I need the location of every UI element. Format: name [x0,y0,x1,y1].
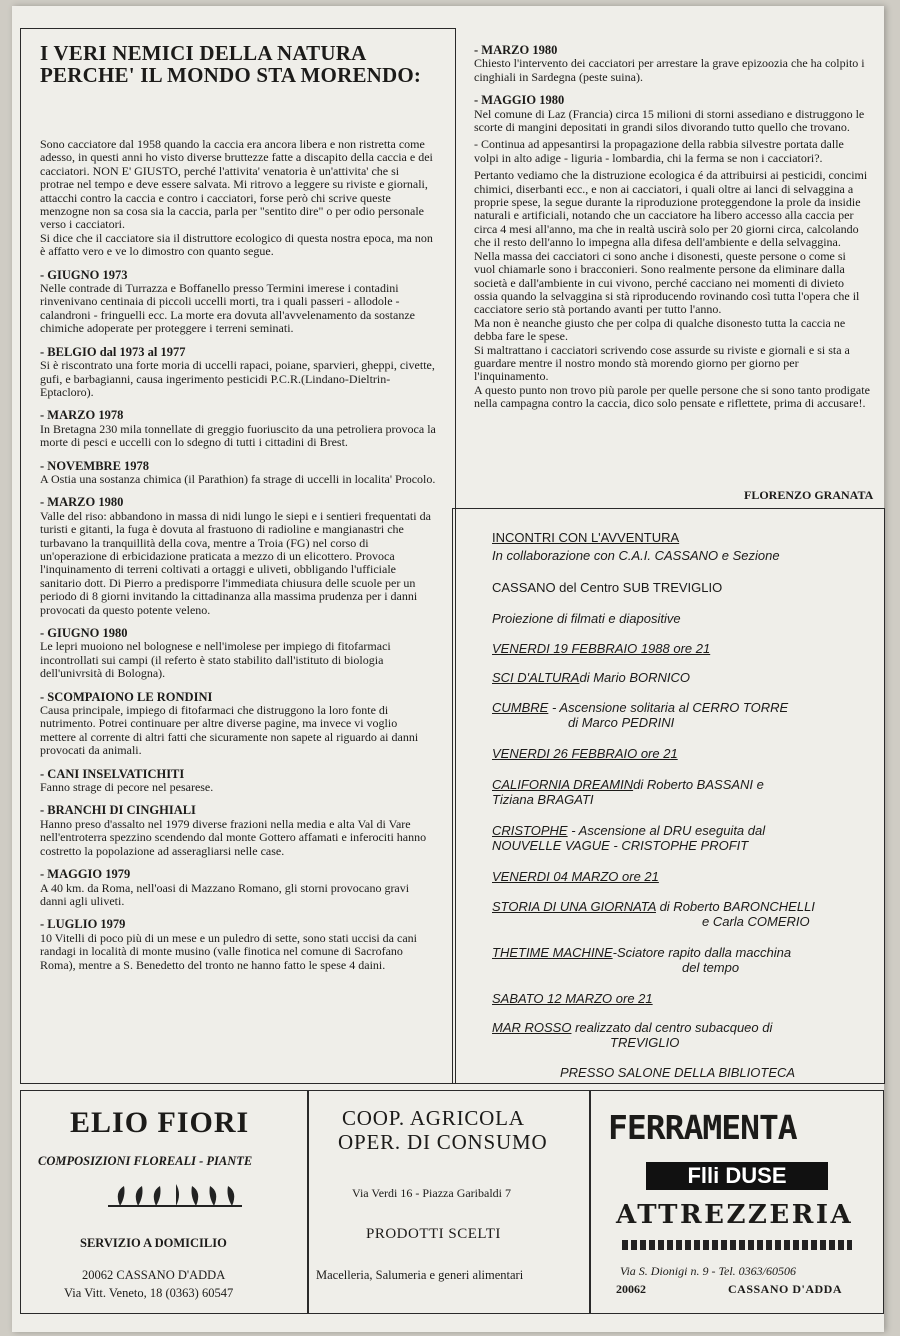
events-venue: PRESSO SALONE DELLA BIBLIOTECA [560,1065,796,1080]
ad-coop-goods: Macelleria, Salumeria e generi alimentari [316,1268,524,1282]
section-text: Nel comune di Laz (Francia) circa 15 milioni di storni assediano e distruggono le scorte di mangini depositati in grandi silos divorando tutto quello che trovano. [474,106,865,135]
ad-elio-address: Via Vitt. Veneto, 18 (0363) 60547 [64,1286,234,1300]
event-film: MAR ROSSO realizzato dal centro subacqueo di TREVIGLIO [492,1020,773,1050]
article-section [40,868,436,908]
section-heading: - BELGIO dal 1973 al 1977 [40,344,186,359]
events-line: Proiezione di filmati e diapositive [492,611,681,626]
ad-elio-name: ELIO FIORI [70,1106,250,1139]
article-section [40,768,436,795]
headline-line-2: PERCHE' IL MONDO STA MORENDO: [40,63,422,87]
left-sections [40,269,436,972]
section-heading: - MARZO 1978 [40,408,124,423]
event-date: VENERDI 04 MARZO ore 21 [492,869,659,884]
conclusion-paragraph: Si maltrattano i cacciatori scrivendo cose assurde su riviste e giornali e si sta a guardare mentre il nostro mondo stà morendo giorno per giorno per l'inquinamento. [474,342,850,384]
events-line: CASSANO del Centro SUB TREVIGLIO [492,580,723,595]
article-headline [40,42,450,86]
conclusion-paragraph: Pertanto vediamo che la distruzione ecologica é da attribuirsi ai pesticidi, concimi chimici, diserbanti ecc., e non ai cacciatori, i quali oltre ai lanci di selvaggina a proprie spese, la segue durante la riproduzione proteggendone la prole da insidie naturali e artificiali, notando che un cacciatore ha libero accesso alla caccia per circa 4 mesi all'anno, ma che in realtà uscirà solo per 20 giorni circa, calcolando che il resto dell'anno lo impegna alla difesa dell'ambiente e della selvaggina. [474,168,868,250]
article-section [40,918,436,972]
section-text: A 40 km. da Roma, nell'oasi di Mazzano Romano, gli storni provocano gravi danni agli uliveti. [40,880,410,908]
article-section [474,44,870,84]
section-heading: - MARZO 1980 [474,43,558,57]
conclusion-paragraph: - Continua ad appesantirsi la propagazione della rabbia silvestre portata dalle volpi in alto adige - liguria - lombardia, chi la ferma se non i cacciatori?. [474,137,844,165]
article-section [40,496,436,617]
article-section [40,460,436,487]
event-film: STORIA DI UNA GIORNATA di Roberto BARONCHELLI e Carla COMERIO [492,899,815,929]
section-text: Nelle contrade di Turrazza e Boffanello presso Termini imerese i contadini rinvenivano centinaia di piccoli uccelli morti, tra i quali passeri - allodole - calandroni - fringuelli ecc. La morte era dovuta all'avvelenamento da sostanze chimiche adoperate per proteggere i terreni seminati. [40,281,415,336]
section-text: Valle del riso: abbandono in massa di nidi lungo le siepi e i sentieri frequentati da turisti e gitanti, la fuga è dovuta al frastuono di radioline e mangianastri che turbavano la tranquillità della cova, mentre a Troia (FG) nel corso di un'operazione di erbicidazione praticata a mezzo di un elicottero. Provoca l'inquinamento di terreni coltivati a ortaggi e uliveti, obbligando l'ufficiale sanitario dott. Di Pierro a predisporre l'immediata chiusura delle scuole per un periodo di 8 giorni invitando la cittadinanza alla massima prudenza per i danni provocati da questo potente veleno. [40,508,431,617]
event-date: VENERDI 26 FEBBRAIO ore 21 [492,746,678,761]
section-text: Le lepri muoiono nel bolognese e nell'imolese per impiego di fitofarmaci incontrollati sui campi (il referto è stato stabilito dall'istituto di biologia dell'univrsità di Bologna). [40,639,391,681]
event-film: CUMBRE - Ascensione solitaria al CERRO TORRE di Marco PEDRINI [492,700,789,730]
section-heading: - NOVEMBRE 1978 [40,458,150,473]
article-section [40,804,436,858]
section-heading: - BRANCHI DI CINGHIALI [40,803,196,818]
section-heading: - MAGGIO 1979 [40,867,131,882]
headline-line-1: I VERI NEMICI DELLA NATURA [40,41,367,65]
floral-ornament-icon [100,1180,250,1214]
ad-ferramenta-city: CASSANO D'ADDA [728,1282,843,1296]
events-title: INCONTRI CON L'AVVENTURA [492,530,680,545]
section-heading: - LUGLIO 1979 [40,917,126,932]
article-section [474,94,870,134]
ad-coop-products: PRODOTTI SCELTI [366,1226,501,1242]
article-left-column [40,138,436,972]
section-text: Fanno strage di pecore nel pesarese. [40,780,214,795]
conclusion-paragraphs [474,138,870,410]
ad-ferramenta-cap: 20062 [616,1282,646,1296]
ad-coop-name: COOP. AGRICOLA OPER. DI CONSUMO [338,1106,548,1154]
article-right-column [474,44,870,411]
conclusion-paragraph: A questo punto non trovo più parole per quelle persone che si sono tanto prodigate nella campagna contro la caccia, dico solo pensate e riflettete, prima di accusare!. [474,382,870,411]
article-section [40,691,436,758]
events-line: In collaborazione con C.A.I. CASSANO e Sezione [492,548,780,563]
article-section [40,627,436,681]
article-section [40,269,436,336]
ad-coop-address: Via Verdi 16 - Piazza Garibaldi 7 [352,1186,512,1200]
section-text: A Ostia una sostanza chimica (il Parathion) fa strage di uccelli in localita' Procolo. [40,471,436,486]
section-text: Chiesto l'intervento dei cacciatori per arrestare la grave epizoozia che ha colpito i cinghiali in Sardegna (peste suina). [474,56,865,84]
right-sections [474,44,870,134]
article-section [40,346,436,400]
section-text: Hanno preso d'assalto nel 1979 diverse frazioni nella media e alta Val di Vare nell'entroterra spezzino scendendo dal monte Gottero affamati e inferociti hanno costretto la popolazione ad asseragliarsi nelle case. [40,816,427,858]
section-heading: - MAGGIO 1980 [474,93,565,108]
conclusion-paragraph: Nella massa dei cacciatori ci sono anche i disonesti, queste persone o come si vuol chiamarle sono i bracconieri. Sono realmente persone da eliminare dalla società e dall'ambiente in cui vivono, perché cacciano nei momenti di divieto ossia quando la selvaggina si stà riproducendo rovinando così tutta l'opera che il cacciatore serio stà portando avanti per tutto l'anno. [474,248,860,317]
intro-paragraph: Si dice che il cacciatore sia il distruttore ecologico di questa nostra epoca, ma non è affatto vero e ve lo dimostro con quanto segue. [40,230,433,259]
section-heading: - CANI INSELVATICHITI [40,766,185,781]
section-text: Causa principale, impiego di fitofarmaci che distruggono la loro fonte di nutrimento. Potrei continuare per altre diverse pagine, ma invece vi voglio mettere al corrente di altri fatti che sicuramente non sapete al riguardo ai danni provocati da animali. [40,703,419,758]
intro-paragraph: Sono cacciatore dal 1958 quando la caccia era ancora libera e non ristretta come adesso, in questi anni ho visto diverse bruttezze fatte a discapito della caccia e dei cacciatori. NON E' GIUSTO, perché l'attivita' venatoria è un'attivita' che si protrae nel tempo e deve essere salvata. Mi ritrovo a leggere su riviste e giornali, attacchi contro la caccia e contro i cacciatori, forse però chi scrive queste menzogne non sa cosa sia la caccia, parla per "sentito dire" o per odio personale verso i cacciatori. [40,137,433,232]
section-heading: - SCOMPAIONO LE RONDINI [40,689,213,704]
event-film: THETIME MACHINE-Sciatore rapito dalla macchina del tempo [492,945,792,975]
ad-elio-city: 20062 CASSANO D'ADDA [82,1268,226,1282]
ad-elio-service: SERVIZIO A DOMICILIO [80,1236,227,1250]
section-text: 10 Vitelli di poco più di un mese e un puledro di sette, sono stati uccisi da cani randagi in località di monte musino (valle finotica nel comune di Sacrofano Roma), mentre a S. Benedetto del tronto ne hanno fatto le spese 4 daini. [40,930,417,972]
ad-elio-tagline: COMPOSIZIONI FLOREALI - PIANTE [38,1154,253,1168]
event-date: VENERDI 19 FEBBRAIO 1988 ore 21 [492,641,711,656]
section-heading: - MARZO 1980 [40,495,124,510]
article-section [40,409,436,449]
event-film: SCI D'ALTURAdi Mario BORNICO [492,670,691,685]
event-film: CALIFORNIA DREAMINdi Roberto BASSANI e Tiziana BRAGATI [492,777,764,807]
section-heading: - GIUGNO 1973 [40,267,128,282]
event-date: SABATO 12 MARZO ore 21 [492,991,653,1006]
conclusion-paragraph: Ma non è neanche giusto che per colpa di qualche disonesto tutta la caccia ne debba fare le spese. [474,315,846,344]
decorative-pattern [622,1240,852,1250]
section-text: Si è riscontrato una forte moria di uccelli rapaci, poiane, sparvieri, gheppi, civette, gufi, e barbagianni, causa ingerimento pesticidi P.C.R.(Lindano-Dieltrin-Eptacloro). [40,358,435,399]
section-text: In Bretagna 230 mila tonnellate di greggio fuoriuscito da una petroliera provoca la morte di pesci e uccelli con lo sdegno di tutti i cittadini di Brest. [40,421,436,450]
ad-ferramenta-brand: Flli DUSE [646,1162,828,1190]
ad-ferramenta-sub: ATTREZZERIA [616,1200,854,1230]
ad-ferramenta-title: FERRAMENTA [608,1108,797,1147]
event-film: CRISTOPHE - Ascensione al DRU eseguita dal NOUVELLE VAGUE - CRISTOPHE PROFIT [492,823,766,853]
section-heading: - GIUGNO 1980 [40,626,128,640]
ad-ferramenta-address: Via S. Dionigi n. 9 - Tel. 0363/60506 [620,1264,797,1278]
author-signature: FLORENZO GRANATA [744,488,874,502]
